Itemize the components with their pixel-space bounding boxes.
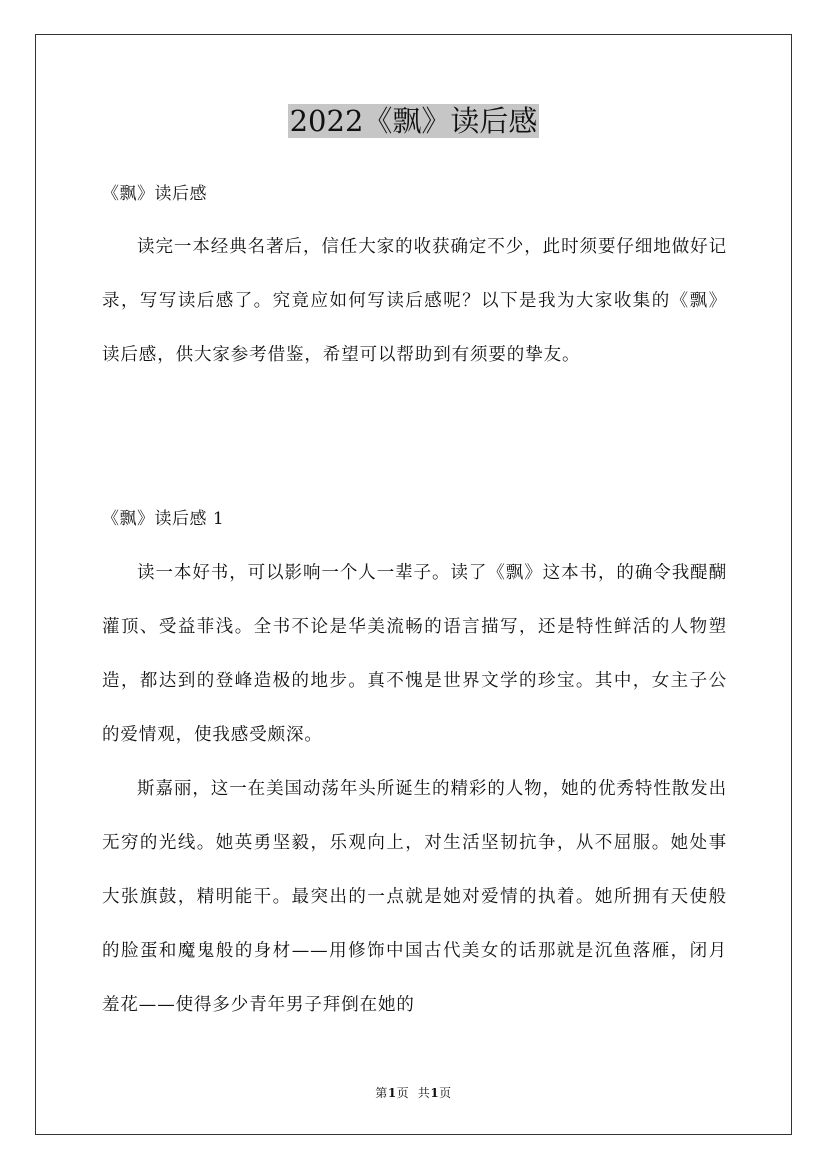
document-title-text: 2022《飘》读后感: [289, 104, 538, 138]
document-title: [0, 100, 827, 142]
paragraph: 斯嘉丽，这一在美国动荡年头所诞生的精彩的人物，她的优秀特性散发出无穷的光线。她英勇坚毅，乐观向上，对生活坚韧抗争，从不屈服。她处事大张旗鼓，精明能干。最突出的一点就是她对爱情的执着。她所拥有天使般的脸蛋和魔鬼般的身材——用修饰中国古代美女的话那就是沉鱼落雁，闭月羞花——使得多少青年男子拜倒在她的: [102, 779, 727, 1015]
footer-prefix: 第: [375, 1086, 388, 1100]
paragraph: 读完一本经典名著后，信任大家的收获确定不少，此时须要仔细地做好记录，写写读后感了。究竟应如何写读后感呢？以下是我为大家收集的《飘》读后感，供大家参考借鉴，希望可以帮助到有须要的挚友。: [102, 237, 727, 365]
section-1-body: [102, 546, 727, 1032]
section-heading-1: 《飘》读后感 1: [102, 509, 225, 529]
page-footer: [0, 1084, 827, 1101]
section-heading-intro: 《飘》读后感: [102, 184, 207, 204]
footer-mid: 页 共: [396, 1086, 431, 1100]
intro-section: [102, 220, 727, 382]
footer-suffix: 页: [439, 1086, 452, 1100]
footer-page-current: 1: [387, 1086, 397, 1100]
paragraph: 读一本好书，可以影响一个人一辈子。读了《飘》这本书，的确令我醍醐灌顶、受益菲浅。全书不论是华美流畅的语言描写，还是特性鲜活的人物塑造，都达到的登峰造极的地步。真不愧是世界文学的珍宝。其中，女主子公的爱情观，使我感受颇深。: [102, 563, 727, 745]
footer-page-total: 1: [430, 1086, 440, 1100]
